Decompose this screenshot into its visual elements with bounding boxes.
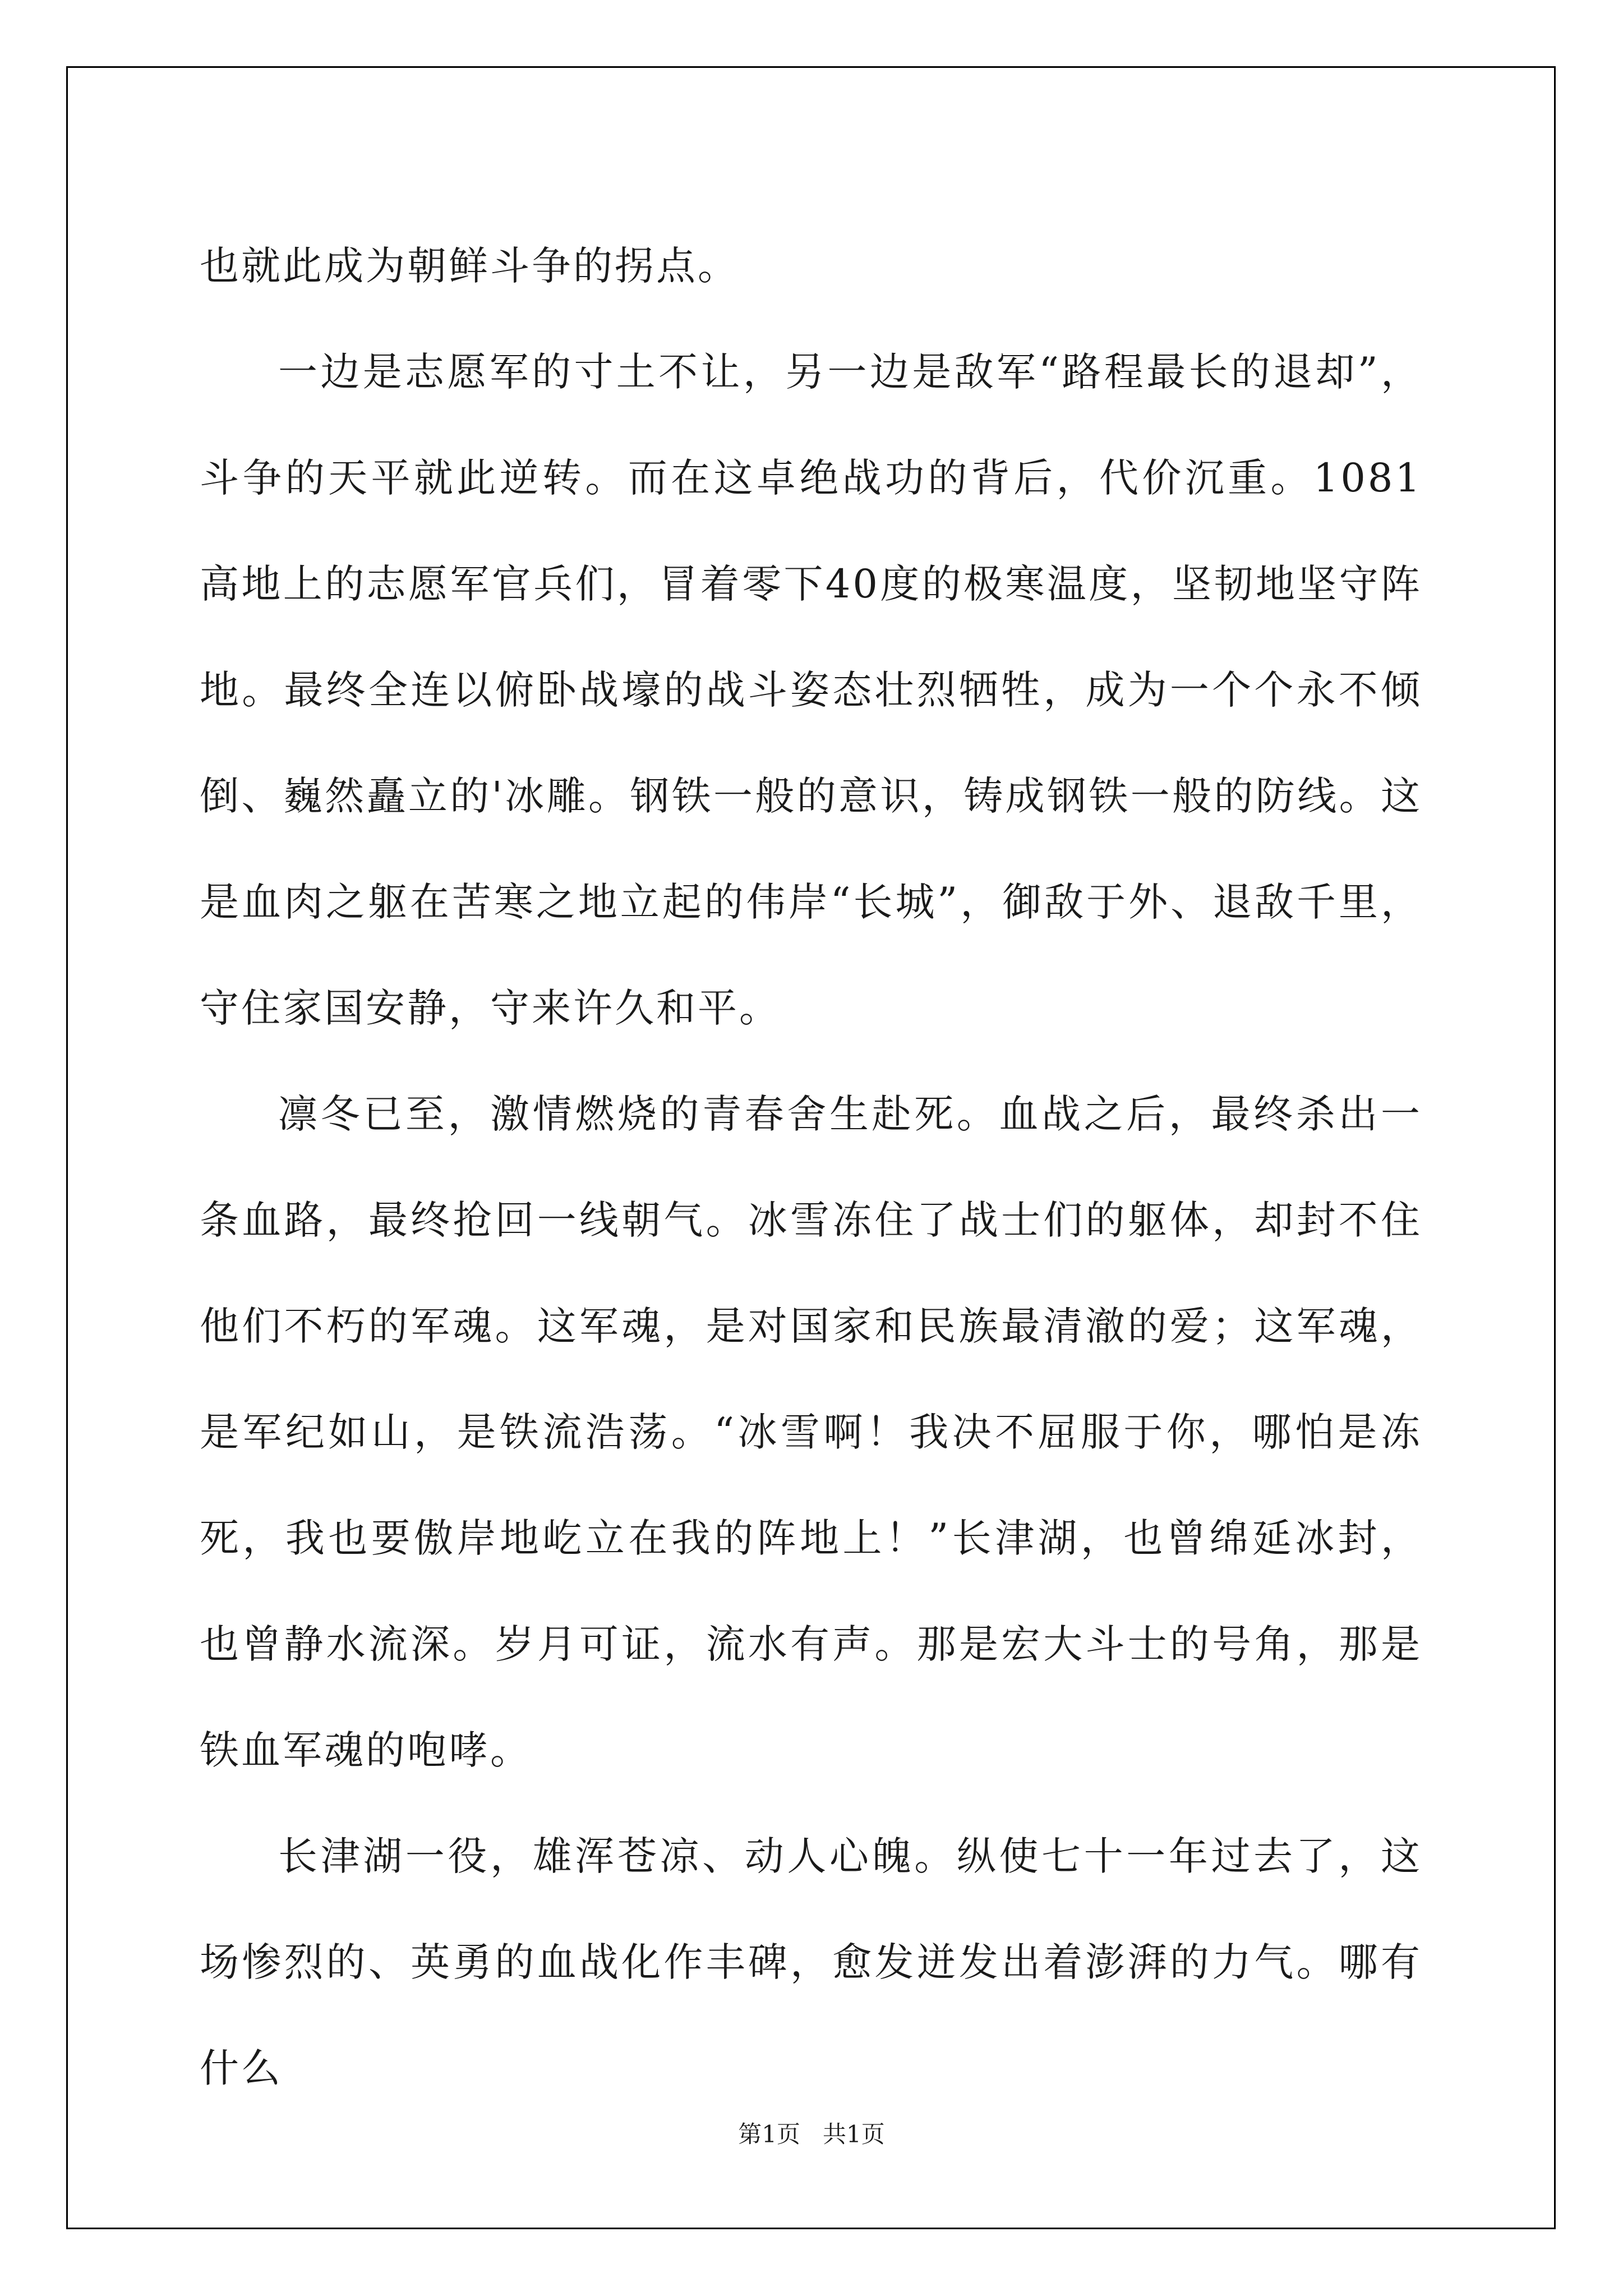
paragraph-1: 也就此成为朝鲜斗争的拐点。 xyxy=(200,243,739,289)
page-total: 共1页 xyxy=(823,2120,885,2148)
paragraph-4: 长津湖一役，雄浑苍凉、动人心魄。纵使七十一年过去了，这场惨烈的、英勇的血战化作丰碑，愈发迸发出着澎湃的力气。哪有什么 xyxy=(200,1833,1422,2091)
document-body xyxy=(200,213,1422,2122)
page-footer xyxy=(0,2116,1623,2150)
page-number: 第1页 xyxy=(738,2120,800,2148)
paragraph-2: 一边是志愿军的寸土不让，另一边是敌军“路程最长的退却”，斗争的天平就此逆转。而在这卓绝战功的背后，代价沉重。1081高地上的志愿军官兵们，冒着零下40度的极寒温度，坚韧地坚守阵地。最终全连以俯卧战壕的战斗姿态壮烈牺牲，成为一个个永不倾倒、巍然矗立的'冰雕。钢铁一般的意识，铸成钢铁一般的防线。这是血肉之躯在苦寒之地立起的伟岸“长城”，御敌于外、退敌千里，守住家国安静，守来许久和平。 xyxy=(200,349,1422,1031)
paragraph-3: 凛冬已至，激情燃烧的青春舍生赴死。血战之后，最终杀出一条血路，最终抢回一线朝气。冰雪冻住了战士们的躯体，却封不住他们不朽的军魂。这军魂，是对国家和民族最清澈的爱；这军魂，是军纪如山，是铁流浩荡。“冰雪啊！我决不屈服于你，哪怕是冻死，我也要傲岸地屹立在我的阵地上！”长津湖，也曾绵延冰封，也曾静水流深。岁月可证，流水有声。那是宏大斗士的号角，那是铁血军魂的咆哮。 xyxy=(200,1091,1422,1773)
